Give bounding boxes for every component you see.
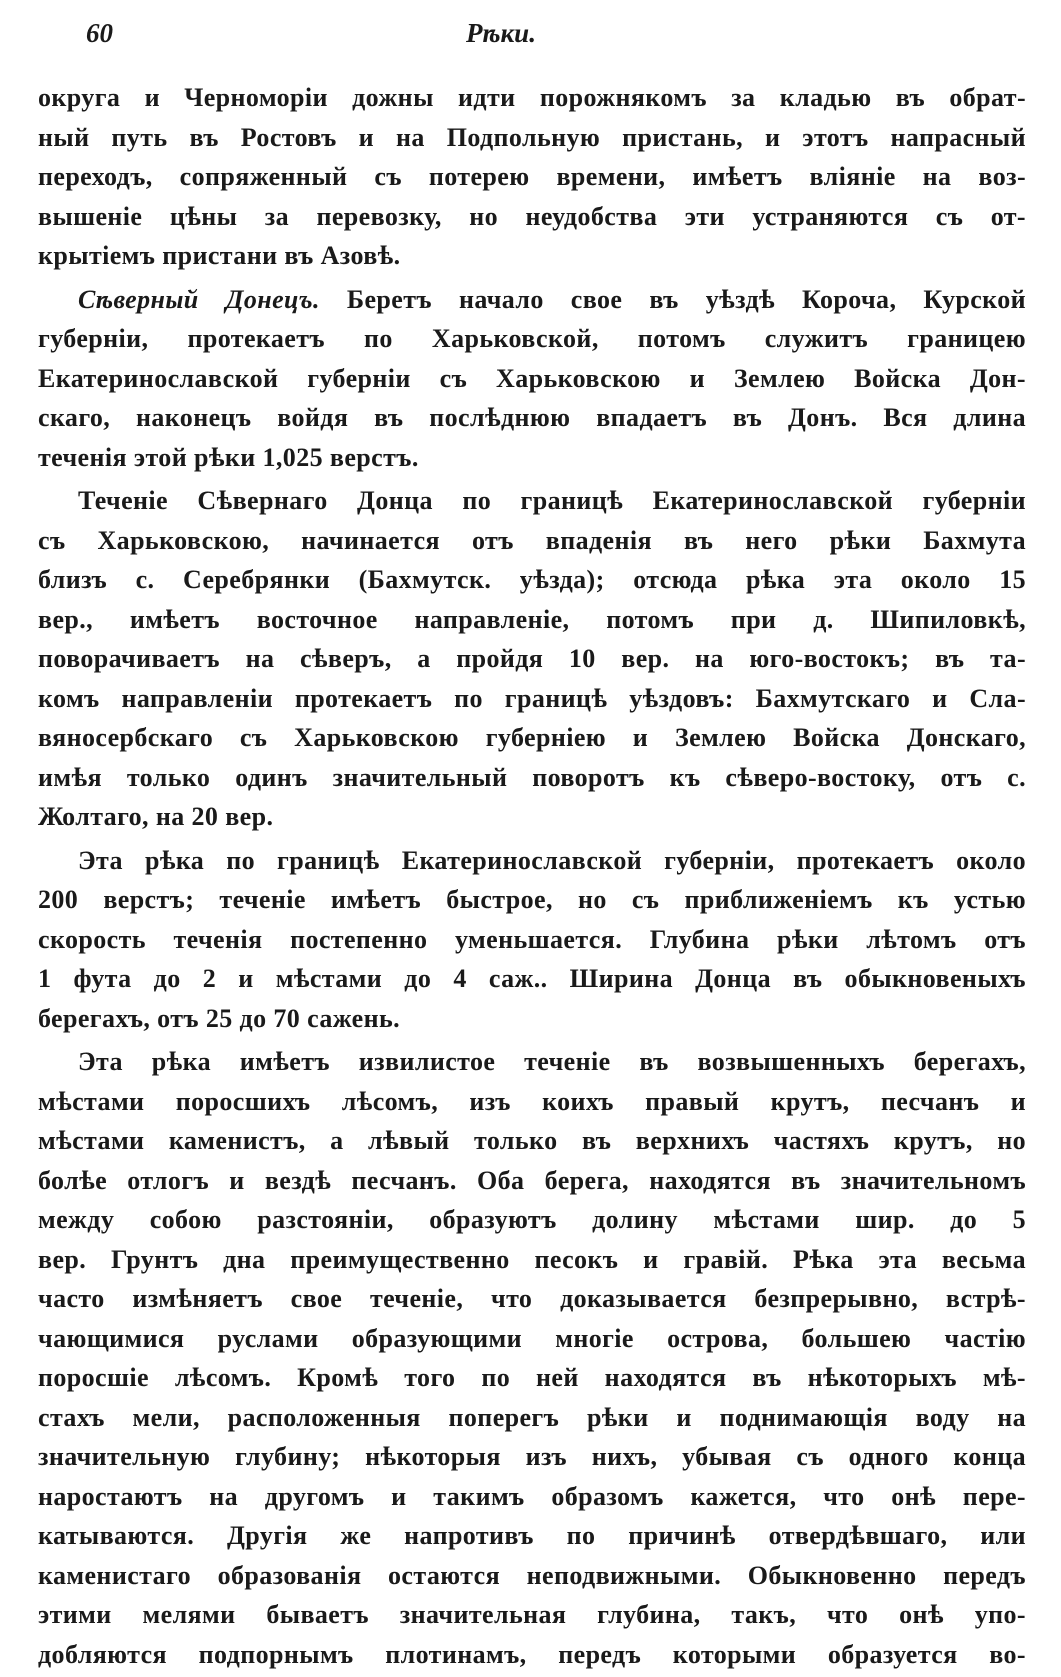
- text-line: вышеніе цѣны за перевозку, но неудобства эти устраняются съ от-: [38, 201, 1026, 231]
- paragraph: [38, 78, 1026, 276]
- text-line: ный путь въ Ростовъ и на Подпольную пристань, и этотъ напрасный: [38, 122, 1026, 152]
- text-line: переходъ, сопряженный съ потерею времени, имѣетъ вліяніе на воз-: [38, 162, 1026, 191]
- text-line: поросшіе лѣсомъ. Кромѣ того по ней находятся въ нѣкоторыхъ мѣ-: [38, 1363, 1026, 1392]
- text-line: болѣе отлогъ и вездѣ песчанъ. Оба берега, находятся въ значительномъ: [38, 1165, 1026, 1195]
- text-run: Беретъ начало свое въ уѣздѣ Короча, Курской: [319, 284, 1026, 314]
- text-line: берегахъ, отъ 25 до 70 сажень.: [38, 1003, 401, 1033]
- text-line: значительную глубину; нѣкоторыя изъ нихъ, убывая съ одного конца: [38, 1442, 1026, 1471]
- text-line: Жолтаго, на 20 вер.: [38, 802, 274, 831]
- text-line: Эта рѣка имѣетъ извилистое теченіе въ возвышенныхъ берегахъ,: [78, 1047, 1026, 1076]
- text-line: 1 фута до 2 и мѣстами до 4 саж.. Ширина Донца въ обыкновеныхъ: [38, 964, 1026, 993]
- text-line: мѣстами поросшихъ лѣсомъ, изъ коихъ правый крутъ, песчанъ и: [38, 1086, 1026, 1116]
- page-header: [0, 14, 1061, 58]
- text-line: [38, 280, 1026, 320]
- text-line: губерніи, протекаетъ по Харьковской, потомъ служитъ границею: [38, 324, 1026, 353]
- text-line: наростаютъ на другомъ и такимъ образомъ кажется, что онѣ пере-: [38, 1481, 1026, 1511]
- text-line: Теченіе Сѣвернаго Донца по границѣ Екатеринославской губерніи: [78, 486, 1026, 515]
- text-line: Эта рѣка по границѣ Екатеринославской губерніи, протекаетъ около: [78, 845, 1026, 875]
- text-line: добляются подпорнымъ плотинамъ, передъ которыми образуется во-: [38, 1639, 1026, 1669]
- text-line: вер., имѣетъ восточное направленіе, потомъ при д. Шипиловкѣ,: [38, 604, 1026, 634]
- page-number: 60: [86, 18, 113, 48]
- text-line: мѣстами каменистъ, а лѣвый только въ верхнихъ частяхъ крутъ, но: [38, 1126, 1026, 1155]
- text-line: округа и Черноморіи дожны идти порожнякомъ за кладью въ обрат-: [38, 83, 1026, 112]
- text-line: этими мелями бываетъ значительная глубина, такъ, что онѣ упо-: [38, 1600, 1026, 1629]
- text-line: скаго, наконецъ войдя въ послѣднюю впадаетъ въ Донъ. Вся длина: [38, 403, 1026, 432]
- river-name: Сѣверный Донецъ.: [78, 284, 320, 314]
- text-line: вер. Грунтъ дна преимущественно песокъ и гравій. Рѣка эта весьма: [38, 1244, 1026, 1274]
- text-line: между собою разстояніи, образуютъ долину мѣстами шир. до 5: [38, 1205, 1026, 1234]
- text-line: скорость теченія постепенно уменьшается. Глубина рѣки лѣтомъ отъ: [38, 924, 1026, 954]
- body-text: [38, 78, 1026, 1674]
- paragraph: [38, 1042, 1026, 1674]
- text-line: комъ направленіи протекаетъ по границѣ уѣздовъ: Бахмутскаго и Сла-: [38, 683, 1026, 713]
- running-head: Рѣки.: [466, 18, 536, 48]
- text-line: имѣя только одинъ значительный поворотъ къ сѣверо-востоку, отъ с.: [38, 762, 1026, 792]
- text-line: чающимися руслами образующими многіе острова, большею частію: [38, 1323, 1026, 1353]
- text-line: 200 верстъ; теченіе имѣетъ быстрое, но съ приближеніемъ къ устью: [38, 885, 1026, 914]
- text-line: каменистаго образованія остаются неподвижными. Обыкновенно передъ: [38, 1560, 1026, 1590]
- text-line: стахъ мели, расположенныя поперегъ рѣки и поднимающія воду на: [38, 1402, 1026, 1432]
- text-line: вяносербскаго съ Харьковскою губерніею и Землею Войска Донскаго,: [38, 723, 1026, 752]
- text-line: катываются. Другія же напротивъ по причинѣ отвердѣвшаго, или: [38, 1521, 1026, 1550]
- paragraph: [38, 481, 1026, 837]
- text-line: съ Харьковскою, начинается отъ впаденія въ него рѣки Бахмута: [38, 525, 1026, 555]
- text-line: поворачиваетъ на сѣверъ, а пройдя 10 вер. на юго-востокъ; въ та-: [38, 644, 1026, 673]
- paragraph: [38, 280, 1026, 478]
- text-line: близъ с. Серебрянки (Бахмутск. уѣзда); отсюда рѣка эта около 15: [38, 565, 1026, 594]
- text-line: часто измѣняетъ свое теченіе, что доказывается безпрерывно, встрѣ-: [38, 1284, 1026, 1313]
- text-line: крытіемъ пристани въ Азовѣ.: [38, 241, 401, 270]
- text-line: теченія этой рѣки 1,025 верстъ.: [38, 442, 419, 472]
- text-line: Екатеринославской губерніи съ Харьковскою и Землею Войска Дон-: [38, 363, 1026, 393]
- paragraph: [38, 841, 1026, 1039]
